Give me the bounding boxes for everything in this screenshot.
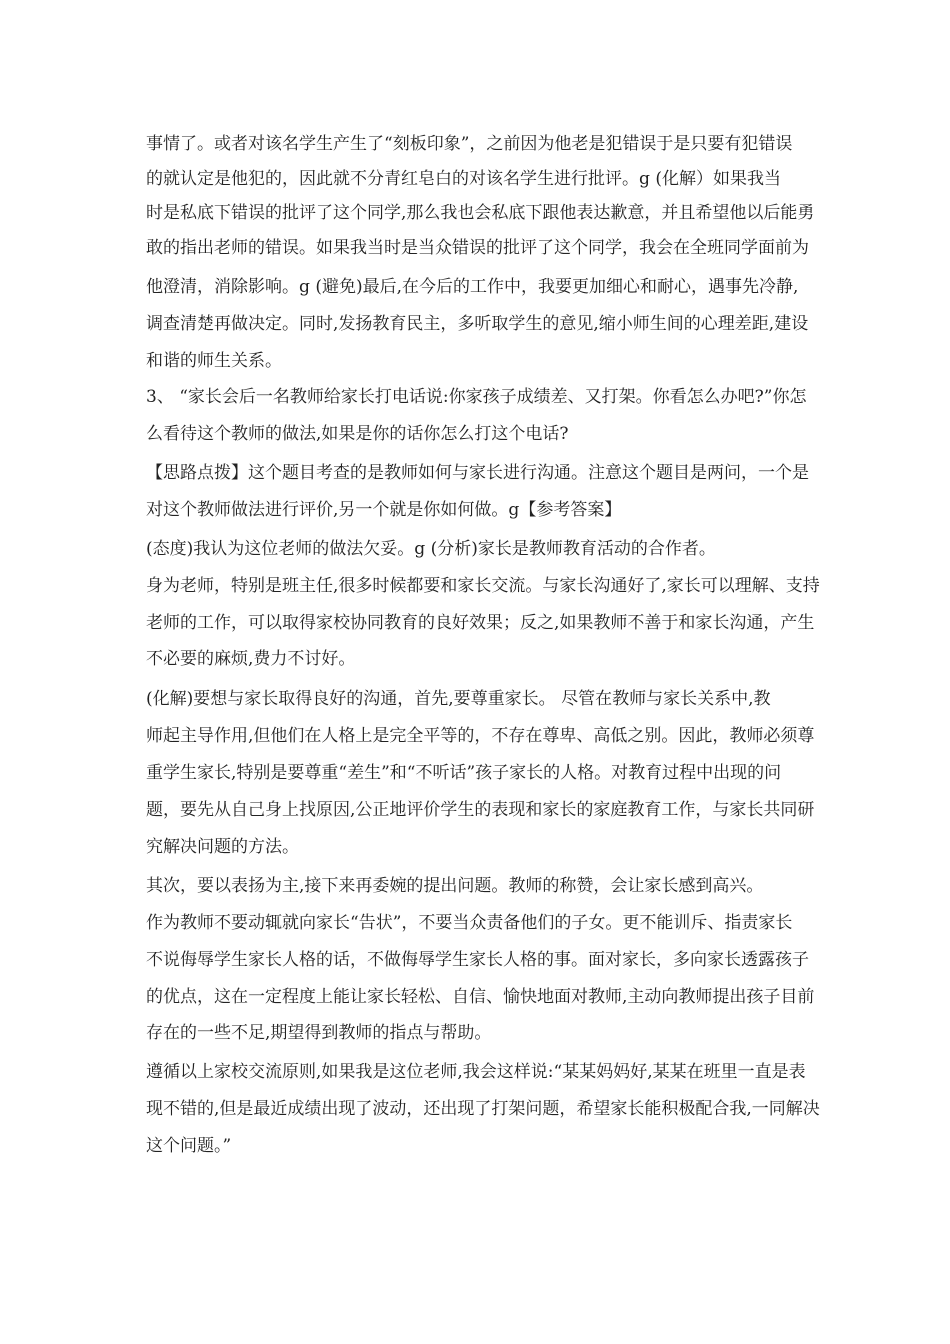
text-line: 这个问题。” xyxy=(146,1136,232,1156)
text-line: (态度)我认为这位老师的做法欠妥。ց (分析)家长是教师教育活动的合作者。 xyxy=(146,539,716,559)
text-line: 不必要的麻烦,费力不讨好。 xyxy=(146,649,356,669)
text-line: 师起主导作用,但他们在人格上是完全平等的，不存在尊卑、高低之别。因此，教师必须尊 xyxy=(146,726,815,746)
text-line: 对这个教师做法进行评价,另一个就是你如何做。ց【参考答案】 xyxy=(146,500,622,520)
text-line: 作为教师不要动辄就向家长“告状”，不要当众责备他们的子女。更不能训斥、指责家长 xyxy=(146,913,793,933)
text-line: 调查清楚再做决定。同时,发扬教育民主，多听取学生的意见,缩小师生间的心理差距,建设 xyxy=(146,314,809,334)
text-line: 遵循以上家校交流原则,如果我是这位老师,我会这样说:“某某妈妈好,某某在班里一直是表 xyxy=(146,1062,806,1082)
text-line: 【思路点拨】这个题目考查的是教师如何与家长进行沟通。注意这个题目是两问，一个是 xyxy=(146,463,809,483)
text-line: 和谐的师生关系。 xyxy=(146,351,282,371)
text-line: 事情了。或者对该名学生产生了“刻板印象”，之前因为他老是犯错误于是只要有犯错误 xyxy=(146,134,793,154)
text-line: 现不错的,但是最近成绩出现了波动，还出现了打架问题，希望家长能积极配合我,一同解决 xyxy=(146,1099,820,1119)
text-line: (化解)要想与家长取得良好的沟通，首先,要尊重家长。 尽管在教师与家长关系中,教 xyxy=(146,689,771,709)
text-line: 他澄清，消除影响。ց (避免)最后,在今后的工作中，我要更加细心和耐心，遇事先冷静, xyxy=(146,277,799,297)
text-line: 其次，要以表扬为主,接下来再委婉的提出问题。教师的称赞，会让家长感到高兴。 xyxy=(146,876,764,896)
text-line: 时是私底下错误的批评了这个同学,那么我也会私底下跟他表达歉意，并且希望他以后能勇 xyxy=(146,203,815,223)
text-line: 3、 “家长会后一名教师给家长打电话说:你家孩子成绩差、又打架。你看怎么办吧?”你怎 xyxy=(146,387,807,407)
text-line: 老师的工作，可以取得家校协同教育的良好效果；反之,如果教师不善于和家长沟通，产生 xyxy=(146,613,815,633)
text-line: 身为老师，特别是班主任,很多时候都要和家长交流。与家长沟通好了,家长可以理解、支持 xyxy=(146,576,820,596)
text-line: 究解决问题的方法。 xyxy=(146,837,299,857)
text-line: 存在的一些不足,期望得到教师的指点与帮助。 xyxy=(146,1023,492,1043)
text-line: 题，要先从自己身上找原因,公正地评价学生的表现和家长的家庭教育工作，与家长共同研 xyxy=(146,800,815,820)
text-line: 重学生家长,特别是要尊重“差生”和“不听话”孩子家长的人格。对教育过程中出现的问 xyxy=(146,763,782,783)
text-line: 么看待这个教师的做法,如果是你的话你怎么打这个电话? xyxy=(146,424,569,444)
text-line: 的优点，这在一定程度上能让家长轻松、自信、愉快地面对教师,主动向教师提出孩子目前 xyxy=(146,987,815,1007)
text-line: 的就认定是他犯的，因此就不分青红皂白的对该名学生进行批评。ց (化解）如果我当 xyxy=(146,169,781,189)
text-line: 不说侮辱学生家长人格的话，不做侮辱学生家长人格的事。面对家长，多向家长透露孩子 xyxy=(146,950,809,970)
text-line: 敢的指出老师的错误。如果我当时是当众错误的批评了这个同学，我会在全班同学面前为 xyxy=(146,238,809,258)
